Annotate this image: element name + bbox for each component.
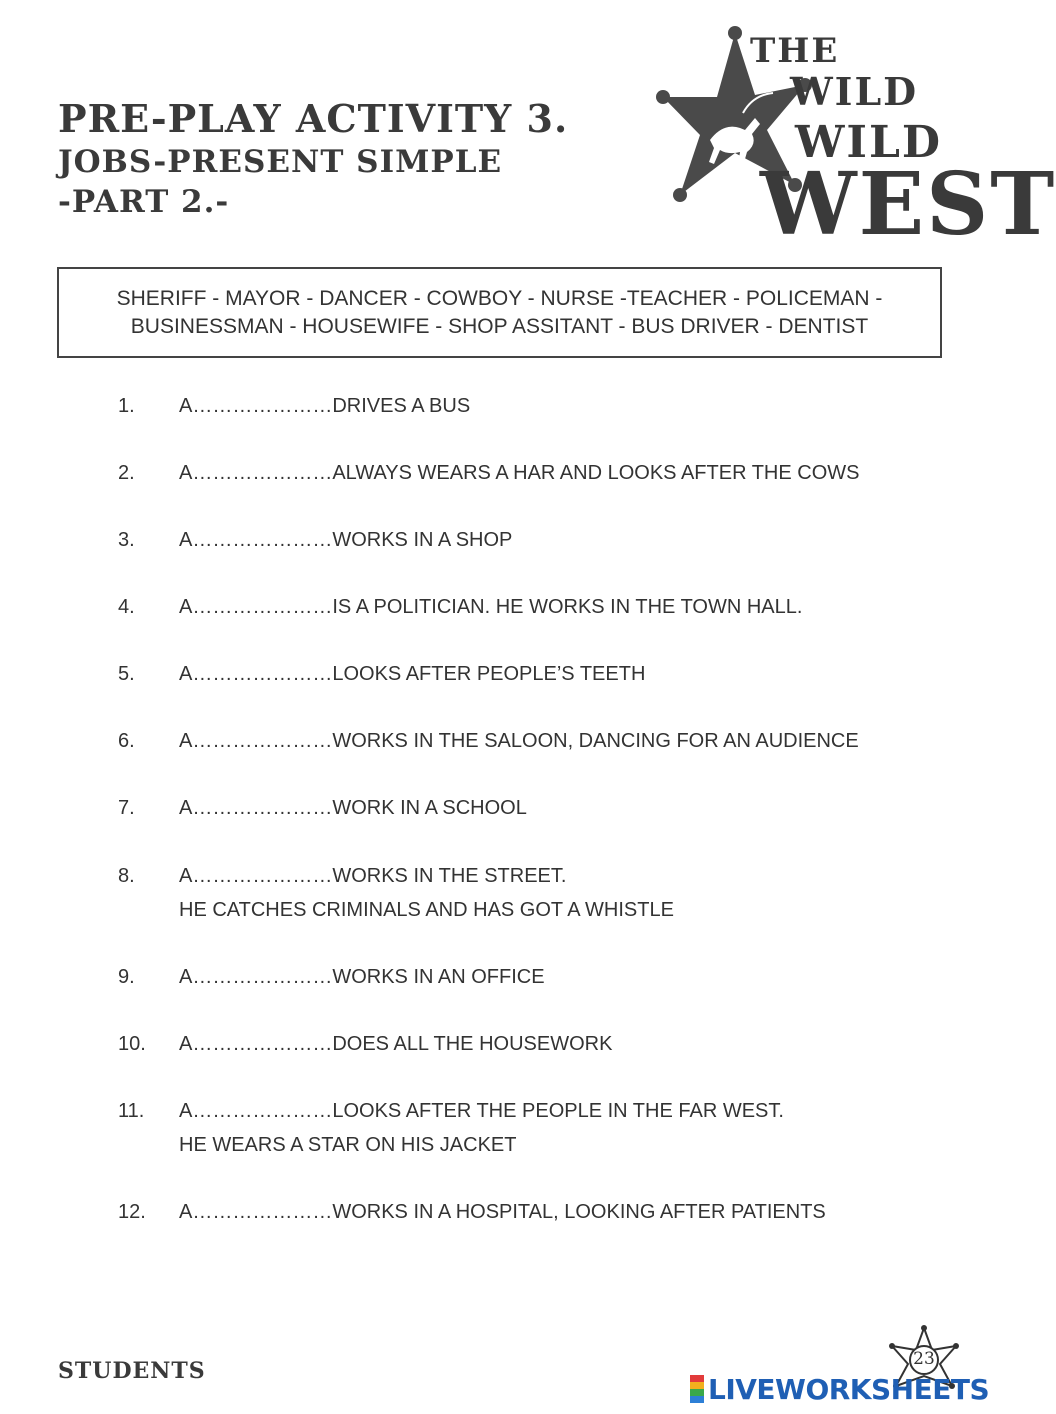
item-number: 9.	[118, 966, 135, 988]
item-text[interactable]: A…………………WORKS IN THE STREET.	[179, 865, 567, 887]
logo-west: WEST	[760, 154, 1056, 255]
item-text[interactable]: A…………………WORKS IN AN OFFICE	[179, 966, 545, 988]
liveworksheets-icon	[690, 1375, 704, 1403]
item-number: 3.	[118, 529, 135, 551]
item-text[interactable]: A…………………LOOKS AFTER THE PEOPLE IN THE FAR WEST.	[179, 1100, 784, 1122]
item-text[interactable]: A…………………LOOKS AFTER PEOPLE’S TEETH	[179, 663, 646, 685]
item-text[interactable]: A…………………WORKS IN A SHOP	[179, 529, 513, 551]
word-bank-line-2: BUSINESSMAN - HOUSEWIFE - SHOP ASSITANT - BUS DRIVER - DENTIST	[130, 314, 869, 338]
item-number: 11.	[118, 1100, 145, 1122]
item-text[interactable]: A…………………WORKS IN A HOSPITAL, LOOKING AFTER PATIENTS	[179, 1201, 826, 1223]
item-text-continuation: HE CATCHES CRIMINALS AND HAS GOT A WHISTLE	[179, 899, 674, 921]
item-text[interactable]: A…………………DRIVES A BUS	[179, 395, 471, 417]
item-text[interactable]: A…………………WORK IN A SCHOOL	[179, 797, 527, 819]
page-title	[58, 96, 568, 222]
item-text-continuation: HE WEARS A STAR ON HIS JACKET	[179, 1134, 517, 1156]
item-number: 6.	[118, 730, 135, 752]
title-line-3: -PART 2.-	[58, 184, 230, 220]
word-bank-line-1: SHERIFF - MAYOR - DANCER - COWBOY - NURSE -TEACHER - POLICEMAN -	[116, 286, 883, 310]
word-bank	[57, 267, 942, 358]
item-number: 4.	[118, 596, 135, 618]
item-number: 8.	[118, 865, 135, 887]
logo-the: THE	[750, 31, 840, 71]
item-number: 2.	[118, 462, 135, 484]
wild-west-logo	[655, 25, 1056, 255]
item-number: 1.	[118, 395, 135, 417]
item-text[interactable]: A…………………WORKS IN THE SALOON, DANCING FOR AN AUDIENCE	[179, 730, 859, 752]
liveworksheets-brand[interactable]	[690, 1374, 989, 1404]
item-text[interactable]: A…………………IS A POLITICIAN. HE WORKS IN THE TOWN HALL.	[179, 596, 803, 618]
item-text[interactable]: A…………………ALWAYS WEARS A HAR AND LOOKS AFTER THE COWS	[179, 462, 860, 484]
title-line-2: JOBS-PRESENT SIMPLE	[58, 144, 503, 180]
liveworksheets-text: LIVEWORKSHEETS	[708, 1372, 990, 1406]
logo-wild-1: WILD	[790, 69, 919, 114]
footer-students-label: STUDENTS	[58, 1358, 206, 1384]
title-line-1: PRE-PLAY ACTIVITY 3.	[58, 96, 569, 141]
item-number: 7.	[118, 797, 135, 819]
page-number: 23	[913, 1349, 935, 1369]
item-number: 5.	[118, 663, 135, 685]
item-text[interactable]: A…………………DOES ALL THE HOUSEWORK	[179, 1033, 613, 1055]
item-number: 12.	[118, 1201, 146, 1223]
item-number: 10.	[118, 1033, 146, 1055]
logo-wild-2: WILD	[795, 117, 943, 168]
